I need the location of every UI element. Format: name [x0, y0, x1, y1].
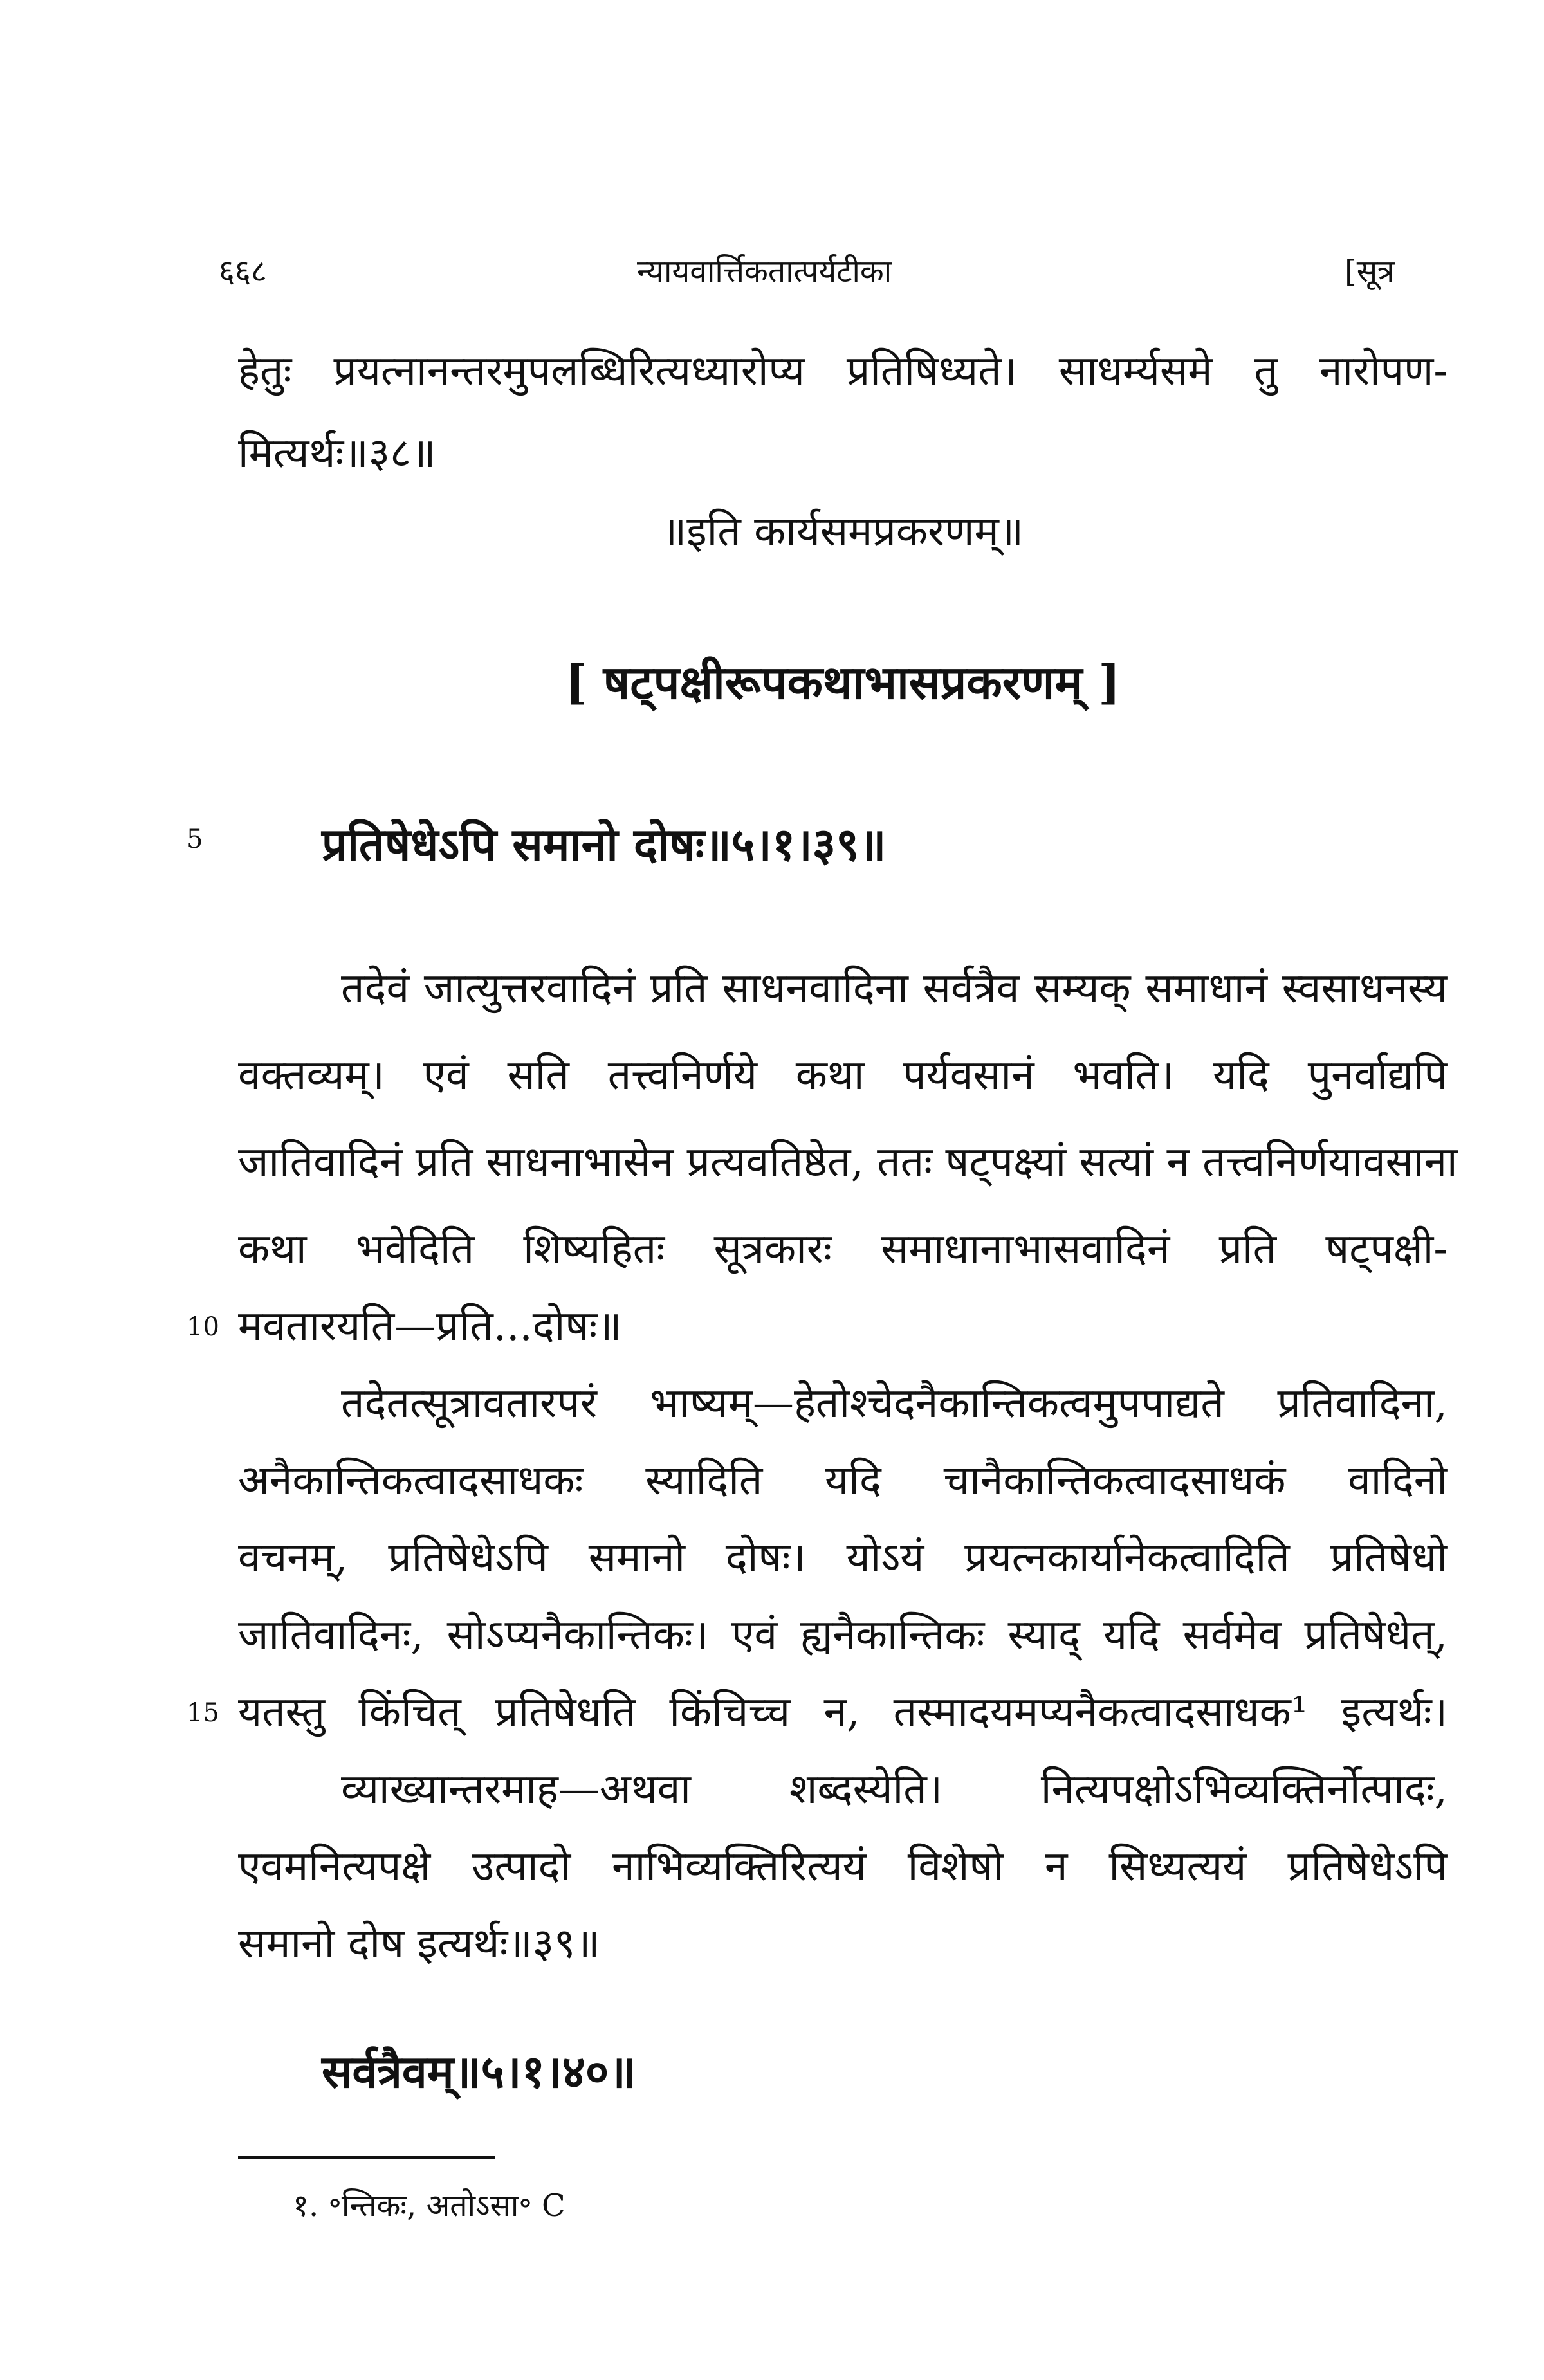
commentary-line: जातिवादिनं प्रति साधनाभासेन प्रत्यवतिष्ठेत, ततः षट्पक्ष्यां सत्यां न तत्त्वनिर्णयावसाना — [238, 1139, 1458, 1186]
commentary-line: एवमनित्यपक्षे उत्पादो नाभिव्यक्तिरित्ययं विशेषो न सिध्यत्ययं प्रतिषेधेऽपि — [238, 1843, 1448, 1890]
text-line: हेतुः प्रयत्नानन्तरमुपलब्धिरित्यध्यारोप्य प्रतिषिध्यते। साधर्म्यसमे तु नारोपण- — [238, 347, 1448, 395]
commentary-line: जातिवादिनः, सोऽप्यनैकान्तिकः। एवं ह्यनैकान्तिकः स्याद् यदि सर्वमेव प्रतिषेधेत्, — [238, 1611, 1448, 1659]
section-marker: [सूत्र — [1345, 253, 1395, 289]
prakarana-closing: ॥इति कार्यसमप्रकरणम्॥ — [661, 508, 1024, 556]
text-line: मित्यर्थः॥३८॥ — [238, 430, 436, 477]
commentary-line: कथा भवेदिति शिष्यहितः सूत्रकारः समाधानाभासवादिनं प्रति षट्पक्षी- — [238, 1225, 1448, 1273]
commentary-line: मवतारयति—प्रति...दोषः॥ — [238, 1303, 622, 1350]
commentary-line: व्याख्यान्तरमाह—अथवा शब्दस्येति। नित्यपक्षोऽभिव्यक्तिर्नोत्पादः, — [341, 1766, 1448, 1813]
running-title: न्यायवार्त्तिकतात्पर्यटीका — [637, 253, 892, 289]
commentary-line: तदेतत्सूत्रावतारपरं भाष्यम्—हेतोश्चेदनैकान्तिकत्वमुपपाद्यते प्रतिवादिना, — [341, 1380, 1448, 1427]
commentary-line: वक्तव्यम्। एवं सति तत्त्वनिर्णये कथा पर्यवसानं भवति। यदि पुनर्वाद्यपि — [238, 1052, 1448, 1099]
line-number: 10 — [187, 1312, 219, 1342]
sutra-text: सर्वत्रैवम्॥५।१।४०॥ — [322, 2045, 636, 2098]
commentary-line: वचनम्, प्रतिषेधेऽपि समानो दोषः। योऽयं प्रयत्नकार्यानेकत्वादिति प्रतिषेधो — [238, 1534, 1448, 1582]
line-number: 15 — [187, 1698, 219, 1728]
sutra-text: प्रतिषेधेऽपि समानो दोषः॥५।१।३९॥ — [322, 818, 887, 871]
footnote: १. ॰न्तिकः, अतोऽसा॰ C — [293, 2188, 565, 2224]
commentary-line: अनैकान्तिकत्वादसाधकः स्यादिति यदि चानैकान्तिकत्वादसाधकं वादिनो — [238, 1457, 1448, 1505]
line-number: 5 — [187, 825, 203, 854]
commentary-line: समानो दोष इत्यर्थः॥३९॥ — [238, 1920, 600, 1968]
commentary-line: यतस्तु किंचित् प्रतिषेधति किंचिच्च न, तस्मादयमप्यनैकत्वादसाधक¹ इत्यर्थः। — [238, 1689, 1448, 1736]
footnote-rule — [238, 2156, 495, 2159]
commentary-line: तदेवं जात्युत्तरवादिनं प्रति साधनवादिना सर्वत्रैव सम्यक् समाधानं स्वसाधनस्य — [341, 965, 1448, 1012]
section-heading: [ षट्पक्षीरूपकथाभासप्रकरणम् ] — [565, 655, 1121, 709]
page-number: ६६८ — [219, 253, 267, 289]
